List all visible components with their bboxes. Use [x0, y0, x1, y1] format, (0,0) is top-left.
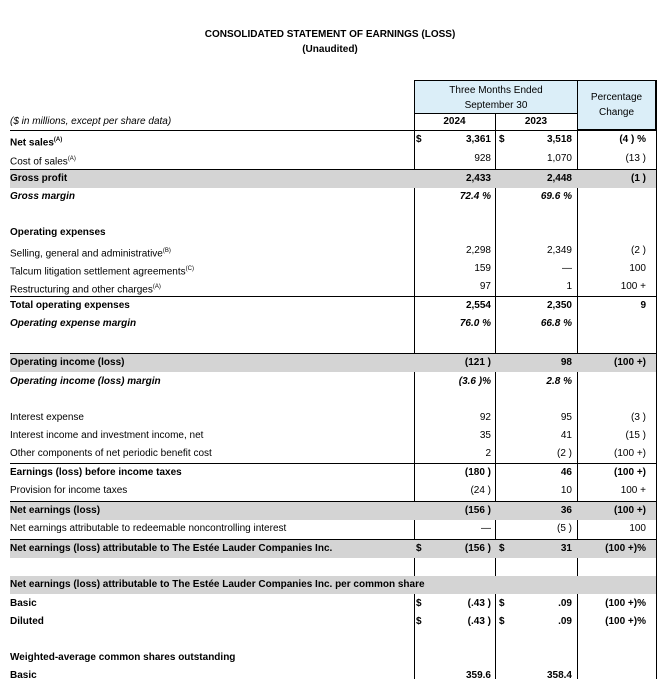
- table-row: [10, 482, 656, 500]
- table-row: [10, 667, 656, 685]
- value-2023: 95: [560, 412, 572, 423]
- row-label: Weighted-average common shares outstanding: [10, 652, 236, 663]
- value-2023: 3,518: [546, 134, 572, 145]
- statement-subtitle: (Unaudited): [302, 44, 358, 55]
- footnote-marker: (A): [53, 137, 63, 143]
- table-row: [10, 315, 656, 333]
- row-label: Net earnings (loss): [10, 505, 101, 516]
- value-2024: 72.4 %: [459, 191, 491, 202]
- value-2023: 36: [560, 505, 572, 516]
- table-row: [10, 539, 656, 558]
- percentage-change: (100 +): [614, 357, 646, 368]
- row-label: Net earnings (loss) attributable to The Estée Lauder Companies Inc. per common share: [10, 579, 425, 590]
- value-2024: —: [481, 523, 491, 534]
- table-row: [10, 296, 656, 315]
- value-2024: (156 ): [464, 543, 491, 554]
- value-2023: 98: [560, 357, 572, 368]
- units-note: ($ in millions, except per share data): [10, 116, 172, 127]
- row-label: Gross profit: [10, 173, 68, 184]
- currency-2023: $: [499, 598, 505, 609]
- percentage-change: (100 +)%: [605, 616, 646, 627]
- table-row: [10, 188, 656, 206]
- currency-2024: $: [416, 616, 422, 627]
- value-2024: 76.0 %: [459, 318, 491, 329]
- value-2023: 66.8 %: [540, 318, 572, 329]
- value-2023: 69.6 %: [540, 191, 572, 202]
- table-row: [10, 150, 656, 168]
- value-2024: 92: [479, 412, 491, 423]
- period-line-2: September 30: [464, 100, 528, 111]
- table-row: [10, 445, 656, 463]
- table-row: [10, 242, 656, 260]
- row-label: Basic: [10, 598, 37, 609]
- value-2023: 2,448: [546, 173, 572, 184]
- period-header: [414, 80, 578, 114]
- table-row: [10, 520, 656, 538]
- year-2024-header: 2024: [443, 116, 466, 127]
- row-label: Earnings (loss) before income taxes: [10, 467, 182, 478]
- value-2024: (.43 ): [467, 598, 491, 609]
- value-2023: 2,349: [546, 245, 572, 256]
- row-label: Interest expense: [10, 412, 84, 423]
- table-row: [10, 427, 656, 445]
- table-row: [10, 278, 656, 296]
- percentage-change: (100 +)%: [605, 598, 646, 609]
- value-2024: (156 ): [464, 505, 491, 516]
- value-2024: 2,554: [465, 300, 491, 311]
- percentage-change: (1 ): [631, 173, 646, 184]
- table-row: [10, 353, 656, 372]
- value-2023: —: [562, 263, 572, 274]
- value-2023: 2.8 %: [546, 376, 572, 387]
- value-2024: (.43 ): [467, 616, 491, 627]
- row-label: Diluted: [10, 616, 44, 627]
- table-row: [10, 649, 656, 667]
- row-label: Total operating expenses: [10, 300, 130, 311]
- table-row: [10, 595, 656, 613]
- value-2024: 159: [474, 263, 491, 274]
- row-label: Selling, general and administrative$^{(B)}$: [10, 248, 171, 260]
- value-2023: (5 ): [557, 523, 572, 534]
- value-2023: .09: [558, 598, 572, 609]
- table-row: [10, 576, 656, 594]
- value-2024: (121 ): [464, 357, 491, 368]
- footnote-marker: (B): [162, 248, 171, 254]
- row-label: Gross margin: [10, 191, 76, 202]
- footnote-marker: (A): [152, 284, 161, 290]
- row-label: Operating expense margin: [10, 318, 137, 329]
- value-2023: .09: [558, 616, 572, 627]
- row-label: Restructuring and other charges$^{(A)}$: [10, 284, 161, 296]
- statement-title: CONSOLIDATED STATEMENT OF EARNINGS (LOSS): [204, 29, 456, 40]
- row-label: Net earnings (loss) attributable to The Estée Lauder Companies Inc.: [10, 543, 333, 554]
- row-label: Operating expenses: [10, 227, 106, 238]
- value-2023: (2 ): [557, 448, 572, 459]
- value-2023: 31: [560, 543, 572, 554]
- currency-2023: $: [499, 616, 505, 627]
- value-2024: 97: [479, 281, 491, 292]
- table-row: [10, 409, 656, 427]
- value-2023: 1,070: [546, 153, 572, 164]
- value-2023: 358.4: [546, 670, 572, 681]
- pct-line-1: Percentage: [590, 92, 643, 103]
- value-2023: 41: [560, 430, 572, 441]
- percentage-change: (100 +): [614, 467, 646, 478]
- value-2024: 3,361: [465, 134, 491, 145]
- percentage-change: 100: [629, 263, 646, 274]
- value-2024: 359.6: [465, 670, 491, 681]
- value-2023: 46: [560, 467, 572, 478]
- row-label: Basic: [10, 670, 37, 681]
- percentage-change: (3 ): [631, 412, 646, 423]
- percentage-change: 100 +: [620, 281, 646, 292]
- percentage-header: [577, 80, 656, 130]
- table-row: [10, 501, 656, 520]
- currency-2023: $: [499, 134, 505, 145]
- footnote-marker: (A): [67, 156, 76, 162]
- row-label: Interest income and investment income, net: [10, 430, 204, 441]
- percentage-change: (100 +): [614, 505, 646, 516]
- row-label: Operating income (loss) margin: [10, 376, 161, 387]
- row-label: Net earnings attributable to redeemable noncontrolling interest: [10, 523, 287, 534]
- row-label: Provision for income taxes: [10, 485, 128, 496]
- value-2024: (24 ): [470, 485, 491, 496]
- value-2024: 35: [479, 430, 491, 441]
- table-row: [10, 613, 656, 631]
- value-2024: 928: [474, 153, 491, 164]
- percentage-change: (100 +): [614, 448, 646, 459]
- currency-2024: $: [416, 134, 422, 145]
- table-row: [10, 260, 656, 278]
- currency-2024: $: [416, 598, 422, 609]
- percentage-change: (15 ): [625, 430, 646, 441]
- footnote-marker: (C): [185, 266, 194, 272]
- period-line-1: Three Months Ended: [449, 85, 543, 96]
- value-2023: 10: [560, 485, 572, 496]
- table-row: [10, 169, 656, 188]
- currency-2023: $: [499, 543, 505, 554]
- row-label: Operating income (loss): [10, 357, 125, 368]
- year-2023-header: 2023: [524, 116, 548, 127]
- value-2024: (3.6 )%: [458, 376, 491, 387]
- value-2023: 1: [566, 281, 572, 292]
- table-row: [10, 131, 656, 149]
- percentage-change: (100 +)%: [605, 543, 646, 554]
- row-label: Other components of net periodic benefit cost: [10, 448, 212, 459]
- currency-2024: $: [416, 543, 422, 554]
- row-label: Talcum litigation settlement agreements$^{(C)}$: [10, 266, 194, 278]
- value-2023: 2,350: [546, 300, 572, 311]
- pct-line-2: Change: [598, 107, 635, 118]
- row-label: Cost of sales$^{(A)}$: [10, 156, 76, 168]
- percentage-change: 100: [629, 523, 646, 534]
- table-row: [10, 373, 656, 391]
- percentage-change: (4 ) %: [619, 134, 646, 145]
- percentage-change: (2 ): [631, 245, 646, 256]
- percentage-change: (13 ): [625, 153, 646, 164]
- value-2024: 2,298: [465, 245, 491, 256]
- percentage-change: 9: [640, 300, 646, 311]
- value-2024: 2,433: [465, 173, 491, 184]
- row-label: Net sales$^{(A)}$: [10, 137, 63, 149]
- percentage-change: 100 +: [620, 485, 646, 496]
- table-row: [10, 463, 656, 482]
- value-2024: 2: [485, 448, 491, 459]
- table-row: [10, 224, 656, 242]
- value-2024: (180 ): [464, 467, 491, 478]
